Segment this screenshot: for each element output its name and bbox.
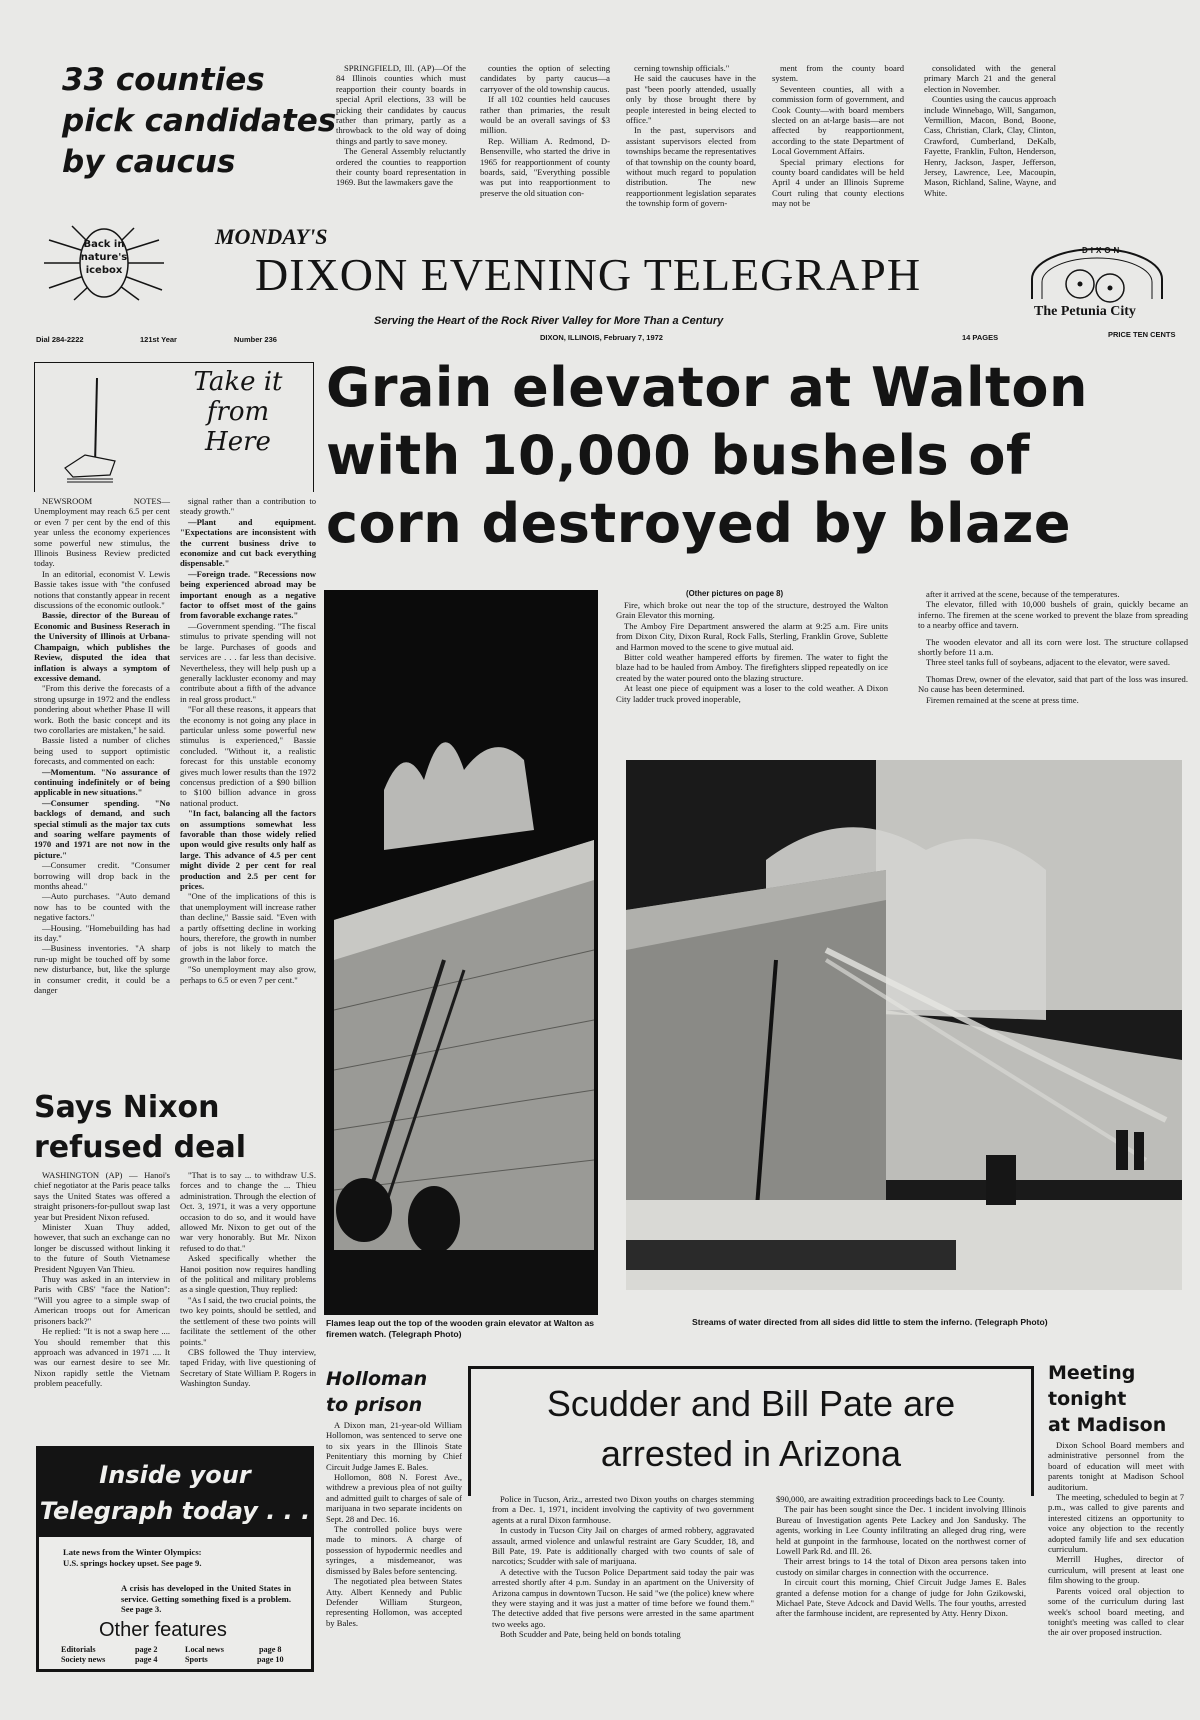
dateline: DIXON, ILLINOIS, February 7, 1972 (540, 333, 663, 342)
scudder-col-2: $90,000, are awaiting extradition proceedings back to Lee County. The pair has been sought since the Dec. 1 incident involving Illinois Bureau of Investigation agents Pete Lackey and Jon Sandusky. The agents, working in Lee County infiltrating an alleged drug ring, were held at gunpoint in the farmhouse, located on the northwest corner of Lowell Park Rd. and Ill. 26. Their arrest brings to 14 the total of Dixon area persons taken into custody on similar charges in connection with the occurrence. In circuit court this morning, Chief Circuit Judge James E. Bales granted a defense motion for a change of judge for John Gzikowski, Michael Pate, Steve Adcock and David Wells. The four youths, arrested after the farmhouse incident, are represented by Atty. Henry Dixon. (776, 1494, 1026, 1619)
inside-box-banner: Inside your Telegraph today . . . (39, 1449, 311, 1537)
feature-editorials[interactable]: Editorials (61, 1645, 96, 1654)
day-label: MONDAY'S (215, 224, 328, 249)
caucus-headline: 33 counties pick candidates by caucus (62, 62, 337, 180)
phone-number: Dial 284-2222 (36, 335, 84, 344)
caucus-col-5: consolidated with the general primary March 21 and the general election in November. Counties using the caucus approach include Winnebago, Will, Sangamon, Vermillion, Macon, Bond, Boone, Cass, Christian, Clark, Clay, Clinton, Crawford, Cumberland, DeKalb, Fayette, Franklin, Fulton, Henderson, Henry, Jackson, Jasper, Jefferson, Jersey, Lawrence, Lee, Macoupin, Mason, Richland, Saline, Wayne, and White. (924, 63, 1056, 198)
caucus-col-3: cerning township officials." He said the caucuses have in the past "been poorly attended, usually only by those brought there by people interested in being elected to office." In the past, supervisors and assistant supervisors elected from townships became the representatives of that township on the county board, without much regard to population distribution. The new reapportionment legislation separates the township form of govern- (626, 63, 756, 209)
lead-headline: Grain elevator at Walton with 10,000 bushels of corn destroyed by blaze (326, 356, 1088, 555)
year: 121st Year (140, 335, 177, 344)
price: PRICE TEN CENTS (1108, 330, 1176, 339)
caucus-col-1: SPRINGFIELD, Ill. (AP)—Of the 84 Illinois counties which must reapportion their county boards in special April elections, 33 will be picking their candidates by caucus rather than primary, partly as a throwback to the old way of doing things and partly to save money. The General Assembly reluctantly ordered the counties to reapportion their county board representation in 1969. But the lawmakers gave the (336, 63, 466, 188)
caucus-col-2: counties the option of selecting candidates by party caucus—a carryover of the old township caucus. If all 102 counties held caucuses rather than primaries, the result would be an overall savings of $3 million. Rep. William A. Redmond, D-Bensenville, who started the drive in 1965 for reapportionment of county boards, said, "Everything possible was put into reapportionment to preserve the old situation con- (480, 63, 610, 198)
inside-telegraph-box: Inside your Telegraph today . . . Late news from the Winter Olympics: U.S. springs hockey upset. See page 9. A crisis has developed in the United States in service. Getting something fixed is a problem. See page 3. Other features Editorials page 2 Society news page 4 Local news page 8 Sports page 10 (36, 1446, 314, 1672)
scudder-headline: Scudder and Bill Pate are arrested in Arizona (546, 1383, 956, 1474)
madison-headline: Meeting tonight at Madison (1048, 1362, 1167, 1436)
petunia-logo: DIXON The Petunia City (1022, 244, 1172, 322)
newsroom-notes-col-1: NEWSROOM NOTES— Unemployment may reach 6.5 per cent or even 7 per cent by the end of this year unless the economy experiences some powerful new stimulus, the Illinois Business Review predicted today. In an editorial, economist V. Lewis Bassie takes issue with "the confused notions that constantly appear in recent discussions of the economic outlook." Bassie, director of the Bureau of Economic and Business Reserach in the University of Illinois at Urbana-Champaign, which publishes the Review, disputed the idea that inflation is always a symptom of excessive demand. "From this derive the forecasts of a strong upsurge in 1972 and the endless pondering about whether Phase II will work. Both the basic concept and its two corollaries are mistaken," he said. Bassie listed a number of cliches being used to support optimistic forecasts, and commented on each: —Momentum. "No assurance of continuing indefinitely or of being applicable in new situations." —Consumer spending. "No backlogs of demand, and such special stimuli as the major tax cuts and soaring welfare payments of 1970 and 1971 are not now in the picture." —Consumer credit. "Consumer borrowing will drop back in the months ahead." —Auto purchases. "Auto demand now has to be counted with the negative factors." —Housing. "Homebuilding has had its day." —Business inventories. "A sharp run-up might be touched off by some new disturbance, but, like the splurge in consumer credit, it could be a danger (34, 496, 170, 996)
lead-col-2: after it arrived at the scene, because of the temperatures. The elevator, filled with 10,000 bushels of grain, quickly became an inferno. The firemen at the scene worked to prevent the blaze from spreading to a nearby office and tavern. The wooden elevator and all its corn were lost. The structure collapsed shortly before 11 a.m. Three steel tanks full of soybeans, adjacent to the elevator, were saved. Thomas Drew, owner of the elevator, said that part of the loss was insured. No cause has been determined. Firemen remained at the scene at press time. (918, 589, 1188, 705)
lead-kicker: (Other pictures on page 8) (686, 589, 784, 598)
other-features-title: Other features (99, 1619, 227, 1641)
scudder-col-1: Police in Tucson, Ariz., arrested two Dixon youths on charges stemming from a Dec. 1, 1971, incident involving the captivity of two government agents at a rural Dixon farmhouse. In custody in Tucson City Jail on charges of armed robbery, aggravated assault, armed violence and unlawful restraint are Gary Scudder, 18, and Bill Pate, 19. Pate is additionally charged with two counts of sale of narcotics; Scudder with sale of marijuana. A detective with the Tucson Police Department said today the pair was arrested shortly after 4 p.m. Sunday in an apartment on the University of Arizona campus in downtown Tucson. He said "we (the police) knew where they were staying and it was just a matter of time before we found them." The detective added that five persons were arrested in the same apartment two weeks ago. Both Scudder and Pate, being held on bonds totaling (492, 1494, 754, 1640)
take-it-from-here-box: Take it from Here (34, 362, 314, 492)
nixon-col-1: WASHINGTON (AP) — Hanoi's chief negotiator at the Paris peace talks says the United States was offered a straight prisoners-for-pullout swap last year but President Nixon refused. Minister Xuan Thuy added, however, that such an exchange can no longer be discussed without linking it to the future of South Vietnamese President Nguyen Van Thieu. Thuy was asked in an interview in Paris with CBS' "face the Nation": "Will you agree to a simple swap of American troops out for American prisoners back?" He replied: "It is not a swap here .... You should remember that this approach was advanced in 1971 .... It was our earnest desire to see Mr. Nixon rapidly settle the Vietnam problem peacefully. (34, 1170, 170, 1389)
feature-local-news[interactable]: Local news (185, 1645, 224, 1654)
holloman-headline: Holloman to prison (326, 1368, 428, 1416)
tagline: Serving the Heart of the Rock River Valley for More Than a Century (374, 315, 724, 327)
photo-water-streams (626, 760, 1182, 1290)
lead-col-1: Fire, which broke out near the top of the structure, destroyed the Walton Grain Elevator this morning. The Amboy Fire Department answered the alarm at 9:25 a.m. Fire units from Dixon City, Dixon Rural, Rock Falls, Sterling, Franklin Grove, Sublette and Harmon moved to the scene to give mutual aid. Bitter cold weather hampered efforts by firemen. The water to fight the blaze had to be hauled from Amboy. The firefighters slipped repeatedly on ice created by the water poured onto the blazing structure. At least one piece of equipment was a loser to the cold weather. A Dixon City ladder truck proved inoperable, (616, 600, 888, 704)
page-count: 14 PAGES (962, 333, 999, 342)
feature-sports[interactable]: Sports (185, 1655, 208, 1664)
photo-flames (324, 590, 598, 1315)
caucus-col-4: ment from the county board system. Seventeen counties, all with a commission form of government, and Cook County—with board members slected on an at-large basis—are not affected by reapportionment, according to the state Department of Local Government Affairs. Special primary elections for county board candidates will be held April 4 under an Illinois Supreme Court ruling that county elections may not be (772, 63, 904, 209)
nixon-col-2: "That is to say ... to withdraw U.S. forces and to change the ... Thieu administration. Through the election of Oct. 3, 1971, it was a very opportune occasion to do so, and it would have allowed Mr. Nixon to get out of the war very honorably. But Mr. Nixon refused to do that." Asked specifically whether the Hanoi position now requires handling of the political and military problems as a single question, Thuy replied: "As I said, the two crucial points, the two key points, should be settled, and the settlement of these two points will facilitate the settlement of the other points." CBS followed the Thuy interview, taped Friday, with live questioning of Secretary of State William P. Rogers in Washington Sunday. (180, 1170, 316, 1389)
fire-photo-image (324, 590, 598, 1315)
scudder-box (468, 1366, 1034, 1496)
photo-flames-caption: Flames leap out the top of the wooden grain elevator at Walton as firemen watch. (Telegraph Photo) (326, 1318, 595, 1339)
holloman-body: A Dixon man, 21-year-old William Hollomon, was sentenced to serve one to six years in the Illinois State Penitentiary this morning by Chief Circuit Judge James E. Bales. Hollomon, 808 N. Forest Ave., withdrew a previous plea of not guilty and admitted guilt to charges of sale of marijuana in two separate incidents on Sept. 28 and Dec. 16. The controlled police buys were made to minors. A charge of possession of hypodermic needles and syringes, a misdemeanor, was dismissed by Bales before sentencing. The negotiated plea between States Atty. Albert Kennedy and Public Defender William Sturgeon, representing Hollomon, was accepted by Bales. (326, 1420, 462, 1628)
nixon-headline: Says Nixon refused deal (34, 1090, 247, 1165)
inside-item-service-crisis[interactable]: A crisis has developed in the United States in service. Getting something fixed is a problem. See page 3. (121, 1583, 291, 1614)
masthead-info-row (36, 330, 1186, 347)
photo-water-caption: Streams of water directed from all sides did little to stem the inferno. (Telegraph Photo) (692, 1317, 1048, 1327)
paper-spike-icon (55, 373, 125, 483)
issue-number: Number 236 (234, 335, 277, 344)
madison-body: Dixon School Board members and administrative personnel from the board of education will meet with parents tonight at Madison School auditorium. The meeting, scheduled to begin at 7 p.m., was called to give parents and interested citizens an opportunity to voice any objection to the recently adopted family life and sex education curriculum. Merrill Hughes, director of curriculum, will present at least one film showing to the group. Parents voiced oral objection to some of the curriculum during last week's school board meeting, and tonight's meeting was called to clear the air over proposed instruction. (1048, 1440, 1184, 1638)
newsroom-notes-col-2: signal rather than a contribution to steady growth." —Plant and equipment. "Expectations are inconsistent with the current business drive to economize and cut back everything dispensable." —Foreign trade. "Recessions now being experienced abroad may be important enough as a negative factor to offset most of the gains from favorable exchange rates." —Government spending. "The fiscal stimulus to private spending will not be large. Purchases of goods and services are . . . far less than decisive. Nevertheless, they will help push up a generally lackluster economy and may contribute about a fifth of the advance in real gross product." "For all these reasons, it appears that the economy is not going any place in particular unless some powerful new stimulus is experienced," Bassie concluded. "Without it, a realistic forecast for this unstable economy gives much lower results than the 1972 concensus prediction of a $90 billion to $100 billion advance in gross national product. "In fact, balancing all the factors on assumptions somewhat less favorable than those widely relied upon would give results only half as large. This advance of 4.5 per cent might divide 2 per cent for real production and 2.5 per cent for prices. "One of the implications of this is that unemployment will increase rather than decline," Bassie said. "Even with a partly offsetting decline in working hours, therefore, the growth in number of jobs is not likely to match the growth in the labor force. "So unemployment may also grow, perhaps to 6.5 or even 7 per cent." (180, 496, 316, 985)
weather-badge: Back in nature's icebox (34, 218, 174, 308)
water-photo-image (626, 760, 1182, 1290)
inside-item-olympics[interactable]: Late news from the Winter Olympics: U.S. springs hockey upset. See page 9. (63, 1547, 202, 1568)
feature-society-news[interactable]: Society news (61, 1655, 106, 1664)
newspaper-title: DIXON EVENING TELEGRAPH (255, 249, 922, 300)
